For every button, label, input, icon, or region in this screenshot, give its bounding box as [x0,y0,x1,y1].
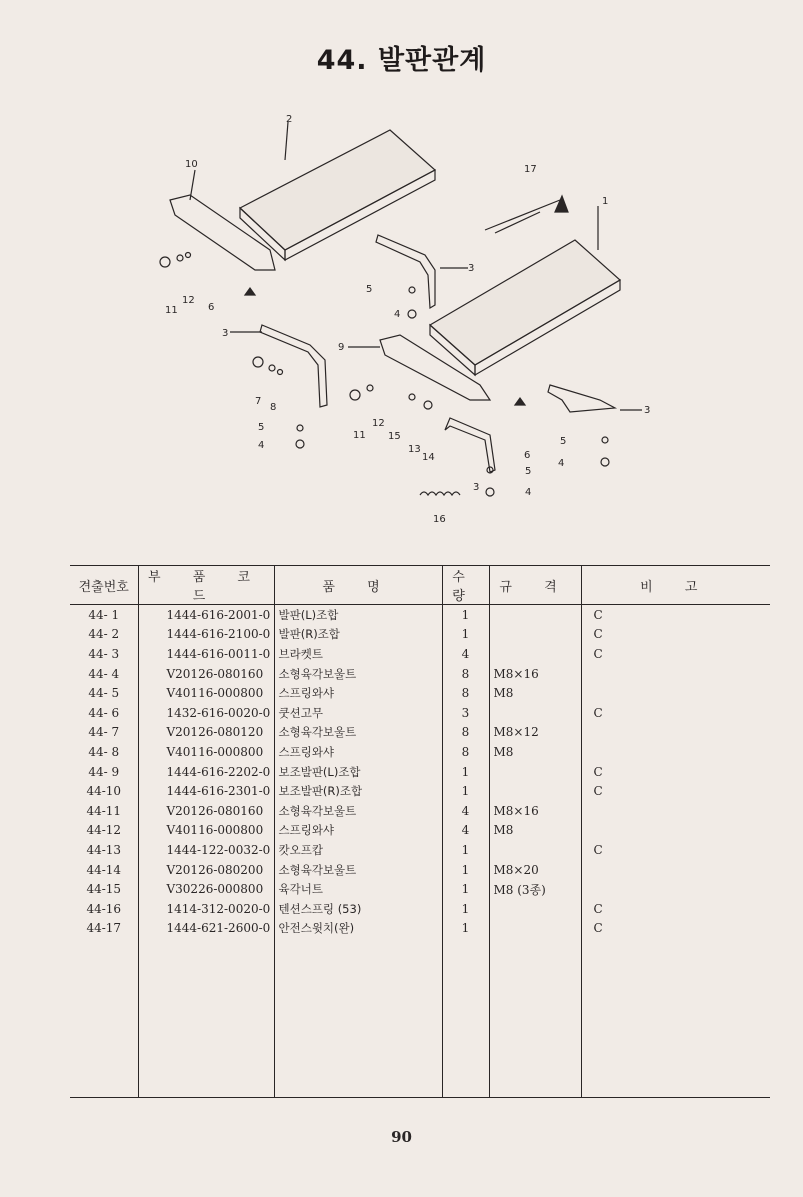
cell-spec [489,644,581,664]
cell-spec [489,625,581,645]
callout-label: 5 [525,466,532,477]
cell-remark: C [581,762,770,782]
cell-spec: M8 (3종) [489,879,581,899]
cell-number: 44-15 [86,882,122,897]
cell-name: 발판(R)조합 [274,625,442,645]
cell-qty: 1 [442,919,489,939]
cell-number: 44-12 [86,823,122,838]
cell-spec [489,899,581,919]
callout-label: 14 [422,452,435,463]
callout-label: 3 [644,405,651,416]
cell-spec [489,919,581,939]
cell-number: 44- 7 [88,725,120,740]
cell-remark: C [581,605,770,625]
callout-label: 3 [473,482,480,493]
cell-spec: M8×16 [489,801,581,821]
callout-label: 7 [255,396,262,407]
callout-label: 16 [433,514,446,525]
cell-code: 1444-616-2100-0 [138,625,274,645]
cell-name: 발판(L)조합 [274,605,442,625]
cell-remark: C [581,919,770,939]
table-row [70,723,770,743]
cell-number: 44-10 [86,784,122,799]
cell-qty: 1 [442,605,489,625]
bracket-shape [445,418,495,472]
callout-label: 12 [182,295,195,306]
col-header-number: 견출번호 [70,566,138,605]
cell-qty: 8 [442,664,489,684]
cell-remark [581,723,770,743]
bracket-shape [548,385,615,412]
parts-table [70,565,770,1098]
cell-name: 소형육각보울트 [274,723,442,743]
page-number: 90 [391,1128,412,1146]
cell-name: 브라켓트 [274,644,442,664]
cell-code: 1444-616-2301-0 [138,781,274,801]
table-row [70,742,770,762]
cell-code: 1444-616-2001-0 [138,605,274,625]
tension-spring-shape [420,492,460,495]
callout-label: 11 [165,305,178,316]
col-header-remark: 비 고 [581,566,770,605]
cell-code: V20126-080120 [138,723,274,743]
table-row [70,919,770,939]
callout-label: 3 [222,328,229,339]
table-row [70,879,770,899]
cell-qty: 1 [442,860,489,880]
cell-spec: M8 [489,821,581,841]
cell-qty: 1 [442,625,489,645]
callout-label: 10 [185,159,198,170]
cell-code: 1444-621-2600-0 [138,919,274,939]
table-row [70,840,770,860]
cell-qty: 1 [442,879,489,899]
callout-label: 6 [524,450,531,461]
cell-number: 44- 6 [88,705,120,720]
cell-qty: 4 [442,801,489,821]
cell-spec [489,762,581,782]
cell-code: 1414-312-0020-0 [138,899,274,919]
cell-number: 44-11 [86,803,122,818]
callout-label: 3 [468,263,475,274]
cell-remark [581,664,770,684]
cell-code: V40116-000800 [138,742,274,762]
col-header-code: 부 품 코 드 [138,566,274,605]
cell-name: 보조발판(L)조합 [274,762,442,782]
cell-name: 캇오프캅 [274,840,442,860]
cell-spec [489,840,581,860]
page-title: 44. 발판관계 [316,45,487,76]
cell-qty: 4 [442,821,489,841]
table-row [70,644,770,664]
col-header-name: 품 명 [274,566,442,605]
callout-label: 2 [286,114,293,125]
cell-code: V20126-080160 [138,664,274,684]
table-row [70,762,770,782]
cell-remark [581,683,770,703]
cell-name: 보조발판(R)조합 [274,781,442,801]
cell-spec [489,781,581,801]
cell-remark: C [581,781,770,801]
cell-number: 44- 3 [88,646,120,661]
cell-remark: C [581,644,770,664]
cell-qty: 8 [442,683,489,703]
cell-spec: M8×16 [489,664,581,684]
table-header [70,566,770,605]
cell-name: 육각너트 [274,879,442,899]
cell-name: 쿳션고무 [274,703,442,723]
cell-code: V40116-000800 [138,683,274,703]
cell-qty: 1 [442,762,489,782]
callout-label: 5 [258,422,265,433]
cell-code: 1432-616-0020-0 [138,703,274,723]
table-row [70,625,770,645]
callout-label: 4 [394,309,401,320]
table-row [70,683,770,703]
table-row [70,781,770,801]
callout-label: 12 [372,418,385,429]
cell-spec: M8 [489,683,581,703]
callout-label: 8 [270,402,277,413]
cell-qty: 8 [442,742,489,762]
cell-spec [489,703,581,723]
cell-remark: C [581,625,770,645]
table-filler-row [70,938,770,1097]
cell-remark: C [581,703,770,723]
callout-label: 9 [338,342,345,353]
table-row [70,703,770,723]
table-row [70,664,770,684]
cell-remark [581,801,770,821]
cell-remark: C [581,899,770,919]
cell-number: 44-13 [86,842,122,857]
col-header-qty: 수 량 [442,566,489,605]
cell-qty: 1 [442,840,489,860]
cell-name: 텐션스프링 (53) [274,899,442,919]
callout-label: 17 [524,164,537,175]
cell-remark [581,879,770,899]
callout-label: 5 [560,436,567,447]
cell-remark [581,860,770,880]
cell-number: 44- 5 [88,686,120,701]
cell-spec: M8×20 [489,860,581,880]
cell-spec: M8×12 [489,723,581,743]
cell-code: V40116-000800 [138,821,274,841]
callout-label: 4 [525,487,532,498]
table-row [70,801,770,821]
table-row [70,860,770,880]
callout-label: 11 [353,430,366,441]
callout-label: 6 [208,302,215,313]
cell-code: V20126-080160 [138,801,274,821]
cell-number: 44- 2 [88,627,120,642]
cell-code: 1444-122-0032-0 [138,840,274,860]
cell-number: 44- 1 [88,607,120,622]
cell-name: 스프링와샤 [274,821,442,841]
callout-label: 13 [408,444,421,455]
cell-remark [581,742,770,762]
cell-code: 1444-616-2202-0 [138,762,274,782]
cell-qty: 4 [442,644,489,664]
cell-number: 44- 9 [88,764,120,779]
bracket-shape [376,235,435,308]
cell-qty: 8 [442,723,489,743]
col-header-spec: 규 격 [489,566,581,605]
cell-number: 44- 4 [88,666,120,681]
cell-number: 44-16 [86,901,122,916]
callout-label: 4 [558,458,565,469]
callout-label: 4 [258,440,265,451]
callout-label: 1 [602,196,609,207]
table-row [70,821,770,841]
table-row [70,605,770,625]
cell-qty: 1 [442,899,489,919]
exploded-parts-diagram [150,100,670,540]
cell-code: 1444-616-0011-0 [138,644,274,664]
cell-code: V30226-000800 [138,879,274,899]
cell-remark [581,821,770,841]
cell-name: 스프링와샤 [274,742,442,762]
cell-code: V20126-080200 [138,860,274,880]
cell-qty: 3 [442,703,489,723]
callout-label: 15 [388,431,401,442]
table-row [70,899,770,919]
cell-number: 44-17 [86,921,122,936]
cell-name: 안전스윗치(완) [274,919,442,939]
cell-name: 소형육각보울트 [274,801,442,821]
cell-qty: 1 [442,781,489,801]
cell-name: 소형육각보울트 [274,860,442,880]
cell-name: 스프링와샤 [274,683,442,703]
cell-spec: M8 [489,742,581,762]
cell-number: 44- 8 [88,744,120,759]
cell-number: 44-14 [86,862,122,877]
cell-spec [489,605,581,625]
cell-name: 소형육각보울트 [274,664,442,684]
callout-label: 5 [366,284,373,295]
cell-remark: C [581,840,770,860]
